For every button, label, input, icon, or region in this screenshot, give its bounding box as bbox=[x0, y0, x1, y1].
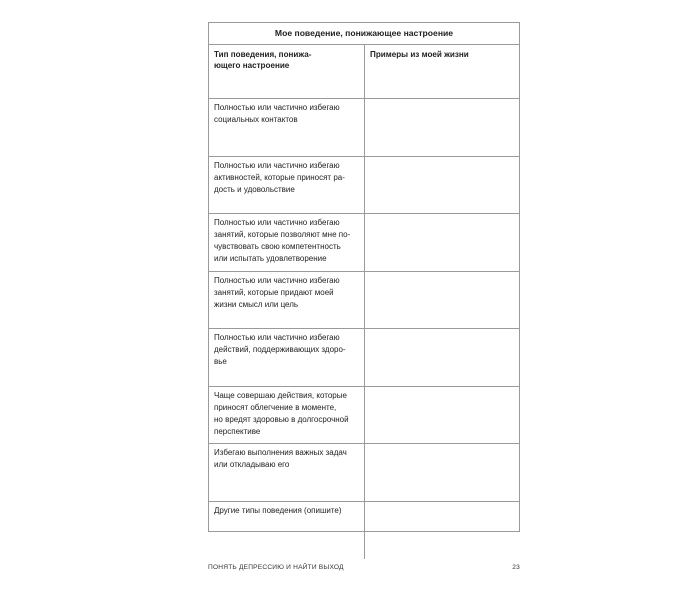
example-cell[interactable] bbox=[365, 99, 519, 156]
table-title: Мое поведение, понижающее настроение bbox=[209, 23, 519, 45]
behavior-type-cell: Полностью или частично избегаю активностей, которые приносят ра- дость и удовольствие bbox=[209, 157, 365, 214]
behavior-type-cell: Полностью или частично избегаю действий, поддерживающих здоро- вье bbox=[209, 329, 365, 386]
behavior-type-cell: Избегаю выполнения важных задач или откладываю его bbox=[209, 444, 365, 501]
behavior-type-cell: Другие типы поведения (опишите) bbox=[209, 502, 365, 560]
example-cell[interactable] bbox=[365, 157, 519, 214]
page-footer bbox=[208, 564, 520, 571]
behavior-type-cell: Чаще совершаю действия, которые приносят облегчение в моменте, но вредят здоровью в долгосрочной перспективе bbox=[209, 387, 365, 444]
behavior-type-cell: Полностью или частично избегаю занятий, которые придают моей жизни смысл или цель bbox=[209, 272, 365, 329]
table-row bbox=[209, 157, 519, 215]
example-cell[interactable] bbox=[365, 387, 519, 444]
table-row bbox=[209, 99, 519, 157]
book-title: ПОНЯТЬ ДЕПРЕССИЮ И НАЙТИ ВЫХОД bbox=[208, 564, 344, 571]
behavior-type-cell: Полностью или частично избегаю занятий, которые позволяют мне по- чувствовать свою компетентность или испытать удовлетворение bbox=[209, 214, 365, 271]
example-cell[interactable] bbox=[365, 444, 519, 501]
table-row bbox=[209, 214, 519, 272]
example-cell[interactable] bbox=[365, 502, 519, 560]
table-header-row bbox=[209, 45, 519, 99]
behavior-worksheet-table bbox=[208, 22, 520, 532]
example-cell[interactable] bbox=[365, 329, 519, 386]
example-cell[interactable] bbox=[365, 214, 519, 271]
behavior-type-cell: Полностью или частично избегаю социальных контактов bbox=[209, 99, 365, 156]
table-row bbox=[209, 272, 519, 330]
page-number: 23 bbox=[512, 564, 520, 571]
table-row bbox=[209, 502, 519, 560]
table-row bbox=[209, 444, 519, 502]
example-cell[interactable] bbox=[365, 272, 519, 329]
table-row bbox=[209, 387, 519, 445]
table-row bbox=[209, 329, 519, 387]
header-behavior-type: Тип поведения, понижа- ющего настроение bbox=[209, 45, 365, 98]
header-life-examples: Примеры из моей жизни bbox=[370, 50, 469, 59]
